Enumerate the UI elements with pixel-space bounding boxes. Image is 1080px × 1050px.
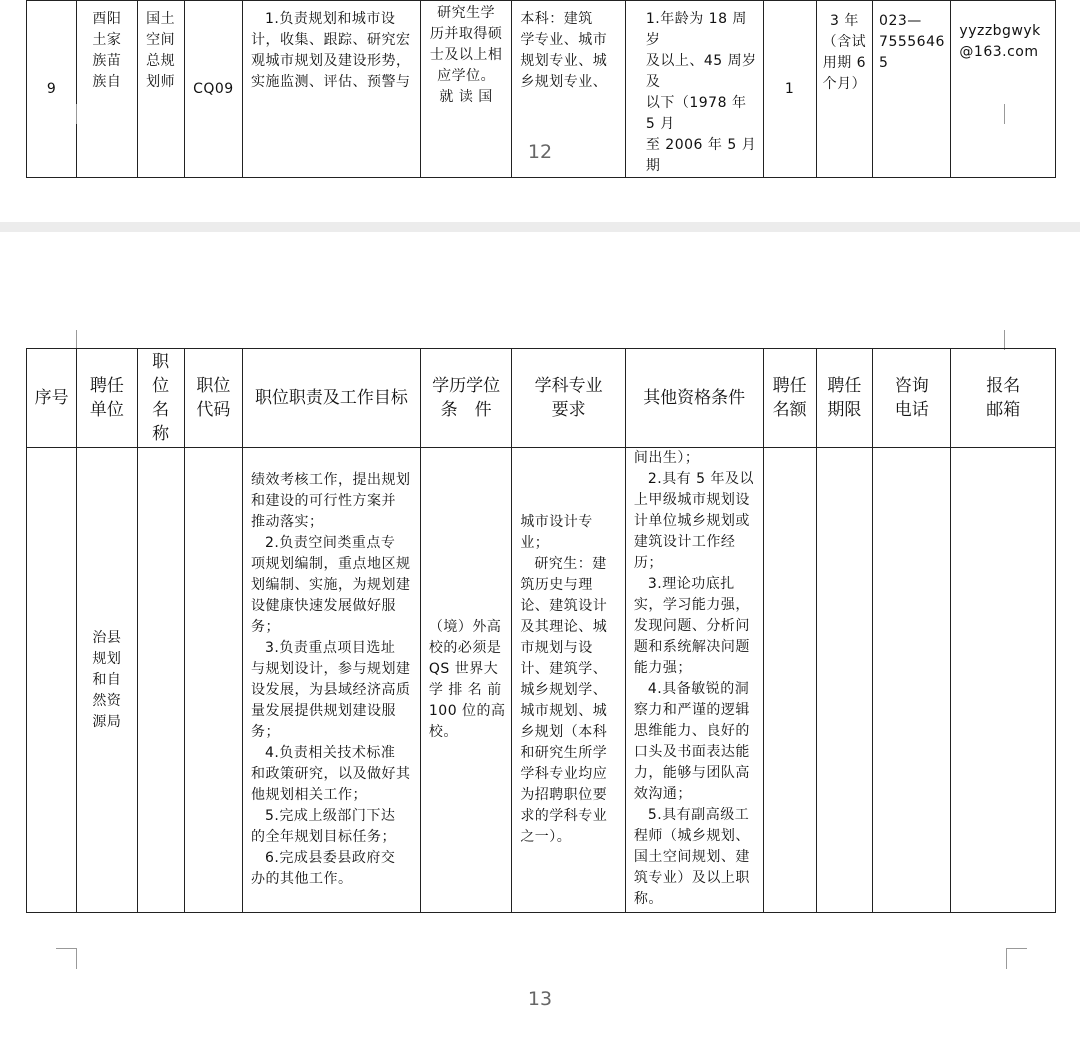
header-email: 报名 邮箱 bbox=[951, 349, 1056, 448]
term-cell bbox=[816, 448, 872, 913]
header-quota: 聘任 名额 bbox=[763, 349, 816, 448]
code-cell bbox=[184, 448, 242, 913]
other-cell bbox=[625, 448, 763, 913]
other-item: 3.理论功底扎 实，学习能力强， 发现问题、分析问 题和系统解决问题 能力强； bbox=[633, 576, 750, 676]
crop-mark bbox=[1004, 104, 1025, 124]
position-name-cell bbox=[137, 448, 184, 913]
position-name-cell: 国土 空间 总规 划师 bbox=[137, 1, 184, 178]
other-cell: 1.年龄为 18 周岁 及以上、45 周岁及 以下（1978 年 5 月 至 2006 年 5 月期 bbox=[625, 1, 763, 178]
header-seq: 序号 bbox=[27, 349, 77, 448]
crop-mark bbox=[56, 104, 77, 124]
crop-mark bbox=[56, 330, 77, 350]
duty-item: 5.完成上级部门下达 的全年规划目标任务； bbox=[251, 808, 397, 845]
crop-mark bbox=[1004, 330, 1025, 350]
term-cell: 3 年 （含试 用期 6 个月） bbox=[816, 1, 872, 178]
header-code: 职位 代码 bbox=[184, 349, 242, 448]
header-major: 学科专业 要求 bbox=[512, 349, 626, 448]
duties-cell bbox=[243, 448, 421, 913]
header-duties: 职位职责及工作目标 bbox=[243, 349, 421, 448]
header-phone: 咨询 电话 bbox=[873, 349, 951, 448]
crop-mark bbox=[56, 948, 77, 969]
duty-item: 2.负责空间类重点专 项规划编制，重点地区规 划编制、实施，为规划建 设健康快速发展做好服 务； bbox=[251, 535, 411, 635]
crop-mark bbox=[1006, 948, 1027, 969]
table-row bbox=[27, 448, 1056, 913]
major-item: 城市设计专 业； bbox=[520, 514, 593, 551]
phone-cell bbox=[873, 448, 951, 913]
unit-cell: 酉阳 土家 族苗 族自 bbox=[77, 1, 137, 178]
seq-cell: 9 bbox=[27, 1, 77, 178]
document-page-13 bbox=[0, 232, 1080, 1050]
header-unit: 聘任 单位 bbox=[77, 349, 137, 448]
duties-cell: 1.负责规划和城市设 计，收集、跟踪、研究宏 观城市规划及建设形势， 实施监测、评估、预警与 bbox=[243, 1, 421, 178]
quota-cell: 1 bbox=[763, 1, 816, 178]
duty-item: 6.完成县委县政府交 办的其他工作。 bbox=[251, 850, 396, 887]
unit-cell: 治县 规划 和自 然资 源局 bbox=[77, 448, 137, 913]
major-item: 研究生：建 筑历史与理 论、建筑设计 及其理论、城 市规划与设 计、建筑学、 城乡规划学、 城市规划、城 乡规划（本科 和研究生所学 学科专业均应 为招聘职位要 求的学科专业 之一）。 bbox=[520, 556, 608, 845]
page-number: 12 bbox=[527, 141, 553, 163]
email-cell bbox=[951, 448, 1056, 913]
page-gap bbox=[0, 222, 1080, 232]
other-item: 间出生）； bbox=[633, 450, 700, 466]
education-cell: （境）外高 校的必须是 QS 世界大 学 排 名 前 100 位的高 校。 bbox=[420, 448, 511, 913]
other-item: 4.具备敏锐的洞 察力和严谨的逻辑 思维能力、良好的 口头及书面表达能 力，能够与团队高 效沟通； bbox=[633, 681, 750, 802]
duty-item: 绩效考核工作，提出规划 和建设的可行性方案并 推动落实； bbox=[251, 472, 411, 530]
seq-cell bbox=[27, 448, 77, 913]
recruitment-table-page-13 bbox=[26, 348, 1056, 913]
document-page-12 bbox=[0, 0, 1080, 222]
header-other: 其他资格条件 bbox=[625, 349, 763, 448]
duty-item: 4.负责相关技术标准 和政策研究，以及做好其 他规划相关工作； bbox=[251, 745, 411, 803]
page-number: 13 bbox=[527, 988, 553, 1010]
education-cell: 研究生学 历并取得硕 士及以上相 应学位。 就 读 国 bbox=[420, 1, 511, 178]
header-term: 聘任 期限 bbox=[816, 349, 872, 448]
code-cell: CQ09 bbox=[184, 1, 242, 178]
header-position-name: 职 位 名 称 bbox=[137, 349, 184, 448]
major-cell: 本科：建筑 学专业、城市 规划专业、城 乡规划专业、 bbox=[512, 1, 626, 178]
email-cell: yyzzbgwyk @163.com bbox=[951, 1, 1056, 178]
other-item: 5.具有副高级工 程师（城乡规划、 国土空间规划、建 筑专业）及以上职 称。 bbox=[633, 807, 750, 907]
duty-item: 3.负责重点项目选址 与规划设计，参与规划建 设发展，为县域经济高质 量发展提供规划建设服 务； bbox=[251, 640, 411, 740]
major-cell bbox=[512, 448, 626, 913]
phone-cell: 023— 7555646 5 bbox=[873, 1, 951, 178]
other-item: 2.具有 5 年及以 上甲级城市规划设 计单位城乡规划或 建筑设计工作经 历； bbox=[633, 471, 755, 571]
quota-cell bbox=[763, 448, 816, 913]
header-education: 学历学位 条 件 bbox=[420, 349, 511, 448]
table-header-row bbox=[27, 349, 1056, 448]
